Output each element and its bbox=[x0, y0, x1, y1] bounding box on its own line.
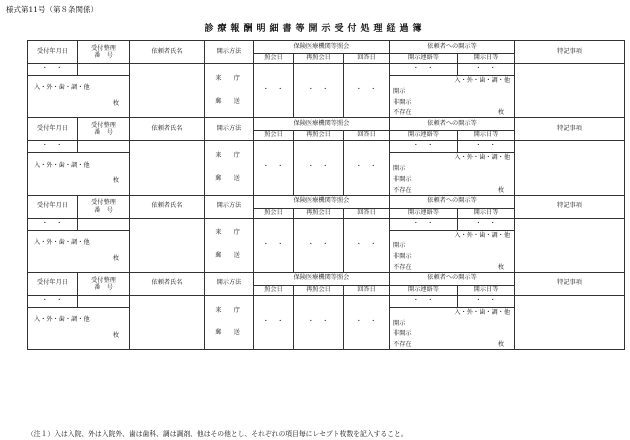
disclosure-notice-date-cell[interactable]: ・ ・ bbox=[390, 64, 458, 76]
method-cell[interactable] bbox=[205, 295, 254, 349]
category-cell[interactable] bbox=[28, 230, 130, 272]
received-date-cell[interactable]: ・ ・ bbox=[28, 141, 78, 153]
method-visit: 来 庁 bbox=[215, 152, 243, 160]
header-requester: 依頼者氏名 bbox=[130, 195, 205, 218]
disclosure-count-unit: 枚 bbox=[497, 341, 505, 349]
not-exist-line bbox=[393, 265, 514, 272]
disclosure-yes: 開示 bbox=[393, 165, 406, 173]
reinquiry-date-cell[interactable]: ・ ・ bbox=[294, 218, 344, 272]
inquiry-date-cell[interactable]: ・ ・ bbox=[254, 64, 294, 118]
category-label: 入・外・歯・調・他 bbox=[34, 161, 90, 169]
reply-date-cell[interactable]: ・ ・ bbox=[344, 218, 390, 272]
header-inquiry-date: 照会日 bbox=[254, 131, 294, 141]
header-reception-no: 受付整理 番 号 bbox=[78, 272, 130, 295]
disclosure-result-cell[interactable] bbox=[390, 230, 515, 272]
header-reply-date: 回答日 bbox=[344, 285, 390, 295]
header-remarks: 特記事項 bbox=[515, 195, 625, 218]
disclosure-date-cell[interactable]: ・ ・ bbox=[458, 295, 515, 307]
header-row-top bbox=[28, 195, 625, 208]
reply-date-cell[interactable]: ・ ・ bbox=[344, 141, 390, 195]
category-label: 入・外・歯・調・他 bbox=[34, 84, 90, 92]
disclosure-notice-date-cell[interactable]: ・ ・ bbox=[390, 295, 458, 307]
disclosure-yes: 開示 bbox=[393, 87, 406, 95]
header-received-date: 受付年月日 bbox=[28, 195, 78, 218]
ledger-table bbox=[27, 40, 625, 350]
header-requester: 依頼者氏名 bbox=[130, 272, 205, 295]
disclosure-date-cell[interactable]: ・ ・ bbox=[458, 218, 515, 230]
requester-cell[interactable] bbox=[130, 64, 205, 118]
header-insurer-inquiry: 保険医療機関等照会 bbox=[254, 272, 390, 285]
disclosure-count-unit: 枚 bbox=[497, 186, 505, 194]
method-mail: 郵 送 bbox=[215, 174, 243, 182]
disclosure-result-cell[interactable] bbox=[390, 76, 515, 118]
method-visit: 来 庁 bbox=[215, 306, 243, 314]
header-reinquiry-date: 再照会日 bbox=[294, 131, 344, 141]
disclosure-category: 入・外・歯・調・他 bbox=[454, 154, 511, 162]
reception-no-cell[interactable] bbox=[78, 64, 130, 76]
header-disclosure-method: 開示方法 bbox=[205, 272, 254, 295]
header-reinquiry-date: 再照会日 bbox=[294, 54, 344, 64]
requester-cell[interactable] bbox=[130, 141, 205, 195]
header-disclosure-method: 開示方法 bbox=[205, 41, 254, 64]
header-requester: 依頼者氏名 bbox=[130, 118, 205, 141]
header-reply-date: 回答日 bbox=[344, 208, 390, 218]
header-disclosure-notice-date: 開示連絡等 bbox=[390, 285, 458, 295]
disclosure-no: 非開示 bbox=[393, 253, 412, 261]
method-visit: 来 庁 bbox=[215, 229, 243, 237]
disclosure-category: 入・外・歯・調・他 bbox=[454, 308, 511, 316]
header-insurer-inquiry: 保険医療機関等照会 bbox=[254, 118, 390, 131]
header-remarks: 特記事項 bbox=[515, 272, 625, 295]
count-unit: 枚 bbox=[112, 254, 119, 262]
method-visit: 来 庁 bbox=[215, 74, 243, 82]
header-requester: 依頼者氏名 bbox=[130, 41, 205, 64]
disclosure-date-cell[interactable]: ・ ・ bbox=[458, 64, 515, 76]
not-exist: 不存在 bbox=[393, 186, 412, 194]
inquiry-date-cell[interactable]: ・ ・ bbox=[254, 141, 294, 195]
disclosure-result-cell[interactable] bbox=[390, 307, 515, 349]
header-disclosure-notice-date: 開示連絡等 bbox=[390, 54, 458, 64]
header-reply-date: 回答日 bbox=[344, 131, 390, 141]
entry-row-date bbox=[28, 141, 625, 153]
header-disclosure-date: 開示日等 bbox=[458, 285, 515, 295]
disclosure-date-cell[interactable]: ・ ・ bbox=[458, 141, 515, 153]
header-received-date: 受付年月日 bbox=[28, 118, 78, 141]
header-disclosure-method: 開示方法 bbox=[205, 195, 254, 218]
header-disclosure-notice-date: 開示連絡等 bbox=[390, 131, 458, 141]
header-disclosure-to-requester: 依頼者への開示等 bbox=[390, 272, 515, 285]
requester-cell[interactable] bbox=[130, 218, 205, 272]
header-disclosure-to-requester: 依頼者への開示等 bbox=[390, 41, 515, 54]
header-disclosure-date: 開示日等 bbox=[458, 54, 515, 64]
header-reception-no: 受付整理 番 号 bbox=[78, 195, 130, 218]
method-mail: 郵 送 bbox=[215, 329, 243, 337]
disclosure-no: 非開示 bbox=[393, 98, 412, 106]
header-row-top bbox=[28, 272, 625, 285]
header-reinquiry-date: 再照会日 bbox=[294, 285, 344, 295]
header-disclosure-date: 開示日等 bbox=[458, 208, 515, 218]
header-reply-date: 回答日 bbox=[344, 54, 390, 64]
reception-no-cell[interactable] bbox=[78, 295, 130, 307]
category-cell[interactable] bbox=[28, 76, 130, 118]
disclosure-count-unit: 枚 bbox=[497, 263, 505, 271]
disclosure-count-unit: 枚 bbox=[497, 109, 505, 117]
received-date-cell[interactable]: ・ ・ bbox=[28, 295, 78, 307]
method-cell[interactable] bbox=[205, 141, 254, 195]
header-insurer-inquiry: 保険医療機関等照会 bbox=[254, 195, 390, 208]
header-reinquiry-date: 再照会日 bbox=[294, 208, 344, 218]
not-exist-line bbox=[393, 342, 514, 349]
header-received-date: 受付年月日 bbox=[28, 41, 78, 64]
not-exist: 不存在 bbox=[393, 263, 412, 271]
reinquiry-date-cell[interactable]: ・ ・ bbox=[294, 295, 344, 349]
page-title: 診療報酬明細書等開示受付処理経過簿 bbox=[204, 24, 426, 34]
header-disclosure-to-requester: 依頼者への開示等 bbox=[390, 195, 515, 208]
remarks-cell[interactable] bbox=[515, 218, 625, 272]
category-cell[interactable] bbox=[28, 153, 130, 195]
count-unit: 枚 bbox=[112, 100, 119, 108]
count-unit: 枚 bbox=[112, 331, 119, 339]
header-inquiry-date: 照会日 bbox=[254, 54, 294, 64]
category-label: 入・外・歯・調・他 bbox=[34, 316, 90, 324]
count-unit: 枚 bbox=[112, 177, 119, 185]
header-remarks: 特記事項 bbox=[515, 118, 625, 141]
entry-row-date bbox=[28, 64, 625, 76]
header-row-top bbox=[28, 118, 625, 131]
header-reception-no: 受付整理 番 号 bbox=[78, 118, 130, 141]
header-disclosure-to-requester: 依頼者への開示等 bbox=[390, 118, 515, 131]
category-cell[interactable] bbox=[28, 307, 130, 349]
reply-date-cell[interactable]: ・ ・ bbox=[344, 64, 390, 118]
not-exist: 不存在 bbox=[393, 341, 412, 349]
remarks-cell[interactable] bbox=[515, 295, 625, 349]
disclosure-no: 非開示 bbox=[393, 175, 412, 183]
reception-no-cell[interactable] bbox=[78, 141, 130, 153]
disclosure-result-cell[interactable] bbox=[390, 153, 515, 195]
form-number: 様式第11号（第８条関係） bbox=[6, 5, 99, 14]
header-disclosure-method: 開示方法 bbox=[205, 118, 254, 141]
method-mail: 郵 送 bbox=[215, 252, 243, 260]
header-remarks: 特記事項 bbox=[515, 41, 625, 64]
disclosure-yes: 開示 bbox=[393, 319, 406, 327]
disclosure-no: 非開示 bbox=[393, 330, 412, 338]
not-exist-line bbox=[393, 110, 514, 117]
header-reception-no: 受付整理 番 号 bbox=[78, 41, 130, 64]
header-received-date: 受付年月日 bbox=[28, 272, 78, 295]
method-mail: 郵 送 bbox=[215, 97, 243, 105]
method-cell[interactable] bbox=[205, 218, 254, 272]
reply-date-cell[interactable]: ・ ・ bbox=[344, 295, 390, 349]
received-date-cell[interactable]: ・ ・ bbox=[28, 218, 78, 230]
inquiry-date-cell[interactable]: ・ ・ bbox=[254, 295, 294, 349]
not-exist-line bbox=[393, 188, 514, 195]
header-disclosure-date: 開示日等 bbox=[458, 131, 515, 141]
reinquiry-date-cell[interactable]: ・ ・ bbox=[294, 141, 344, 195]
remarks-cell[interactable] bbox=[515, 64, 625, 118]
header-disclosure-notice-date: 開示連絡等 bbox=[390, 208, 458, 218]
header-row-top bbox=[28, 41, 625, 54]
disclosure-category: 入・外・歯・調・他 bbox=[454, 231, 511, 239]
requester-cell[interactable] bbox=[130, 295, 205, 349]
remarks-cell[interactable] bbox=[515, 141, 625, 195]
category-label: 入・外・歯・調・他 bbox=[34, 238, 90, 246]
entry-row-date bbox=[28, 295, 625, 307]
not-exist: 不存在 bbox=[393, 109, 412, 117]
header-inquiry-date: 照会日 bbox=[254, 208, 294, 218]
disclosure-notice-date-cell[interactable]: ・ ・ bbox=[390, 218, 458, 230]
disclosure-yes: 開示 bbox=[393, 242, 406, 250]
reception-no-cell[interactable] bbox=[78, 218, 130, 230]
reinquiry-date-cell[interactable]: ・ ・ bbox=[294, 64, 344, 118]
footnote: （注１）入は入院、外は入院外、歯は歯科、調は調剤、他はその他とし、それぞれの項目毎にレセプト枚数を記入すること。 bbox=[27, 430, 408, 438]
disclosure-category: 入・外・歯・調・他 bbox=[454, 77, 511, 84]
inquiry-date-cell[interactable]: ・ ・ bbox=[254, 218, 294, 272]
header-inquiry-date: 照会日 bbox=[254, 285, 294, 295]
header-insurer-inquiry: 保険医療機関等照会 bbox=[254, 41, 390, 54]
entry-row-date bbox=[28, 218, 625, 230]
disclosure-notice-date-cell[interactable]: ・ ・ bbox=[390, 141, 458, 153]
received-date-cell[interactable]: ・ ・ bbox=[28, 64, 78, 76]
method-cell[interactable] bbox=[205, 64, 254, 118]
